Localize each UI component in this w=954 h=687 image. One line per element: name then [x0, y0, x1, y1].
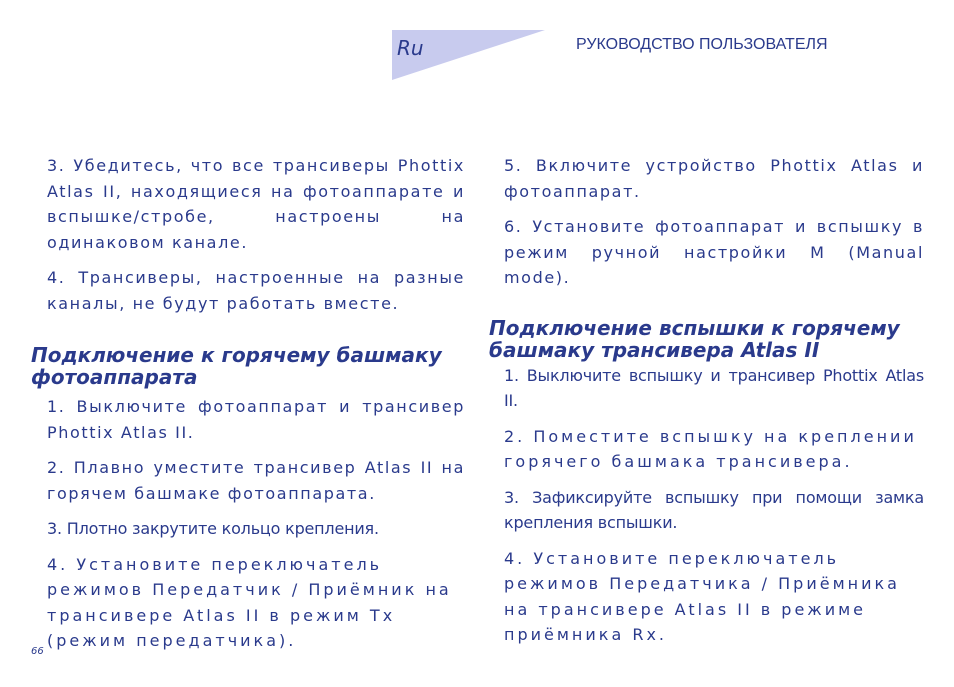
- left-item-1: 1. Выключите фотоаппарат и трансивер Phottix Atlas II.: [47, 397, 465, 442]
- left-item-2: 2. Плавно уместите трансивер Atlas II на горячем башмаке фотоаппарата.: [47, 458, 465, 503]
- right-item-4: 4. Установите переключатель режимов Передатчика / Приёмника на трансивере Atlas II в режиме приёмника Rx.: [504, 548, 900, 644]
- right-step-6: 6. Установите фотоаппарат и вспышку в режим ручной настройки М (Manual mode).: [504, 217, 924, 287]
- right-item-1: 1. Выключите вспышку и трансивер Phottix Atlas II.: [504, 365, 924, 410]
- manual-title: РУКОВОДСТВО ПОЛЬЗОВАТЕЛЯ: [576, 36, 828, 53]
- right-column: [489, 153, 924, 658]
- right-item-3: 3. Зафиксируйте вспышку при помощи замка крепления вспышки.: [504, 487, 924, 532]
- left-section-heading: Подключение к горячему башмаку фотоаппарата: [31, 343, 442, 389]
- right-section-heading: Подключение вспышки к горячему башмаку трансивера Atlas II: [489, 315, 900, 362]
- right-item-2: 2. Поместите вспышку на креплении горячего башмака трансивера.: [504, 426, 917, 471]
- left-item-4: 4. Установите переключатель режимов Передатчик / Приёмник на трансивере Atlas II в режим Tx (режим передатчика).: [47, 554, 452, 650]
- right-step-5: 5. Включите устройство Phottix Atlas и фотоаппарат.: [504, 156, 924, 201]
- left-step-3: 3. Убедитесь, что все трансиверы Phottix Atlas II, находящиеся на фотоаппарате и вспышке/стробе, настроены на одинаковом канале.: [47, 156, 465, 252]
- page-number: 66: [31, 646, 44, 657]
- left-step-4: 4. Трансиверы, настроенные на разные каналы, не будут работать вместе.: [47, 268, 465, 313]
- left-item-3: 3. Плотно закрутите кольцо крепления.: [47, 519, 379, 538]
- language-code: Ru: [397, 36, 424, 60]
